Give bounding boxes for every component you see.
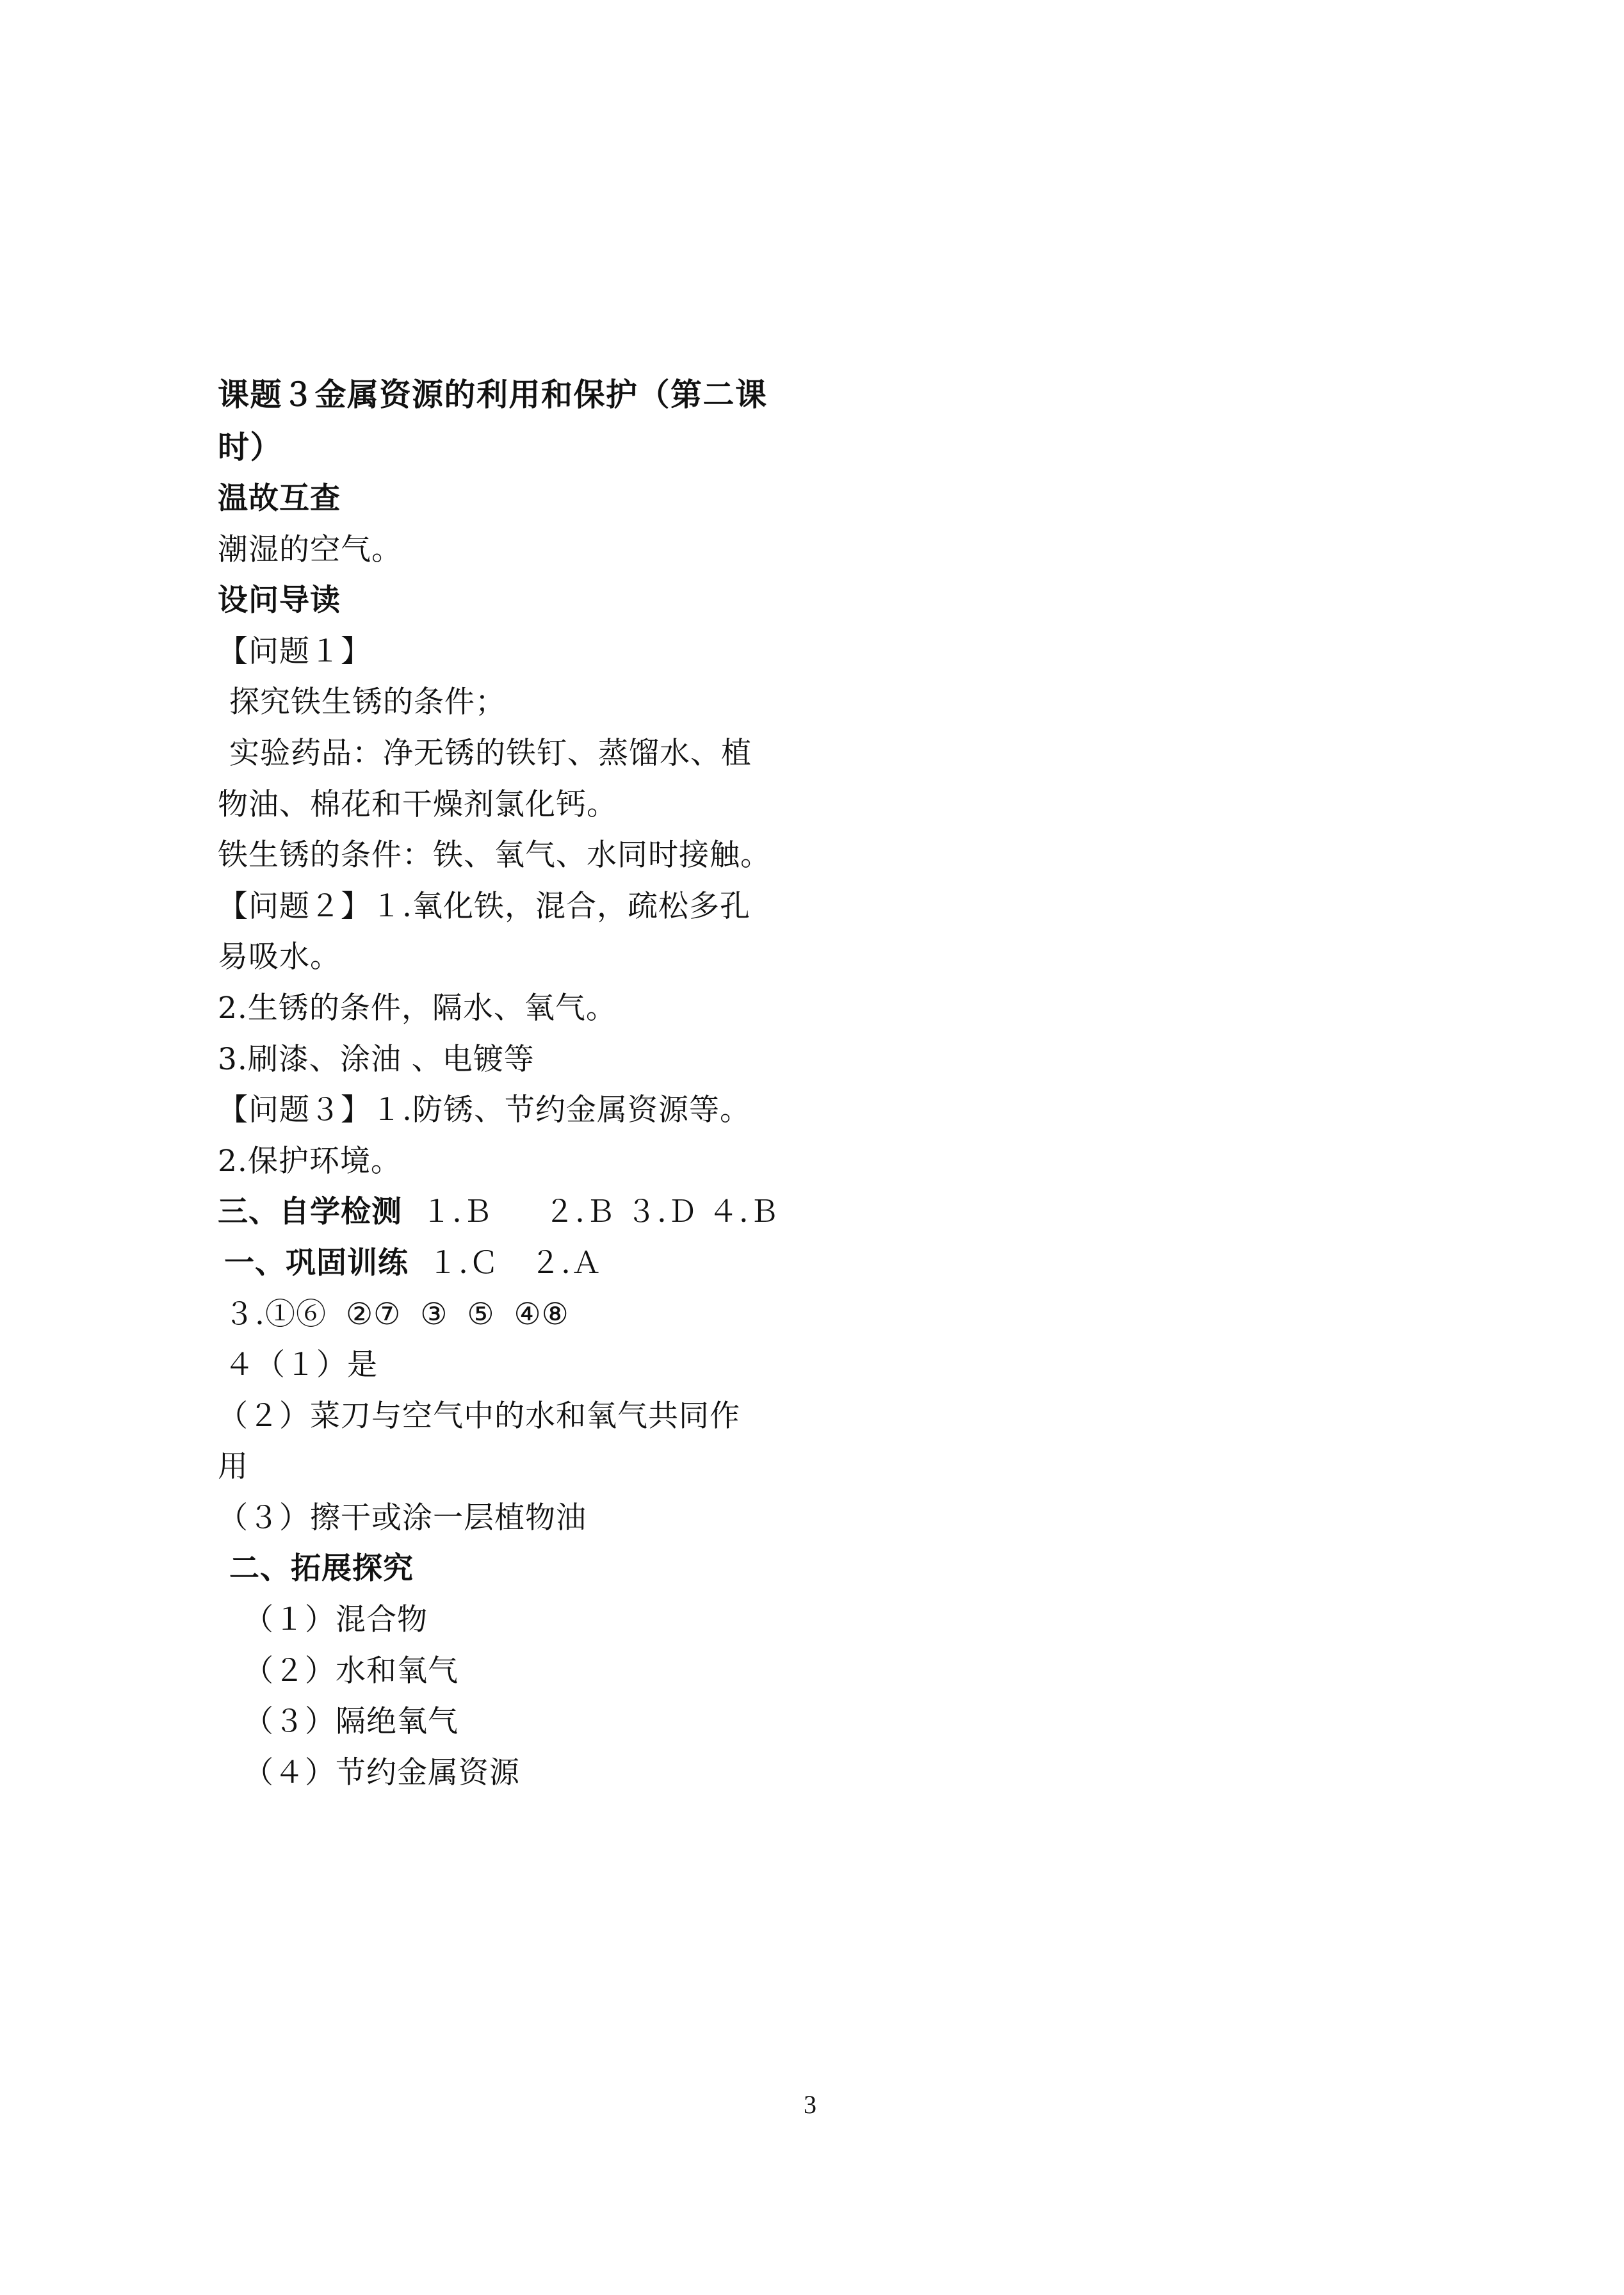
- question-2-line-2: 易吸水。: [218, 939, 341, 975]
- extend-item-3: （３）隔绝氧气: [243, 1704, 459, 1740]
- self-test-heading: 三、自学检测: [218, 1194, 402, 1230]
- question-3-line-1: 【问题３】１.防锈、节约金属资源等。: [218, 1092, 751, 1128]
- lesson-title-line-1: 课题３金属资源的利用和保护（第二课: [218, 376, 768, 413]
- question-1-line-3: 物油、棉花和干燥剂氯化钙。: [218, 786, 617, 822]
- review-answer: 潮湿的空气。: [218, 531, 402, 567]
- question-1-line-2: 实验药品：净无锈的铁钉、蒸馏水、植: [229, 735, 752, 771]
- consolidate-item-4-line-1: ４（１）是: [224, 1347, 378, 1383]
- self-test-answers-rest: ２.Ｂ ３.Ｄ ４.Ｂ: [544, 1194, 780, 1230]
- item-3-group-c: ⑤: [467, 1296, 495, 1332]
- self-test-answer-1: １.Ｂ: [421, 1194, 493, 1230]
- question-2-line-4: 3.刷漆、涂油 、电镀等: [218, 1041, 535, 1077]
- item-3-group-d: ④⑧: [514, 1296, 569, 1332]
- consolidate-answers: １.Ｃ ２.Ａ: [428, 1245, 602, 1281]
- item-3-prefix: ３.①⑥: [224, 1296, 327, 1332]
- consolidate-item-4-line-2: （２）菜刀与空气中的水和氧气共同作: [218, 1398, 740, 1434]
- extend-item-4: （４）节约金属资源: [243, 1755, 520, 1790]
- consolidate-item-4-line-3: 用: [218, 1449, 248, 1485]
- extend-item-2: （２）水和氧气: [243, 1653, 459, 1689]
- section-heading-guided: 设问导读: [218, 583, 341, 619]
- question-2-line-3: 2.生锈的条件，隔水、氧气。: [218, 990, 617, 1026]
- consolidate-item-3: [218, 1289, 794, 1340]
- extend-heading: 二、拓展探究: [229, 1551, 414, 1587]
- document-body: [218, 368, 794, 1798]
- extend-item-1: （１）混合物: [243, 1602, 428, 1638]
- consolidate-heading: 一、巩固训练: [224, 1245, 409, 1281]
- question-1-line-1: 探究铁生锈的条件；: [229, 685, 506, 720]
- question-2-line-1: 【问题２】１.氧化铁，混合，疏松多孔: [218, 888, 751, 924]
- section-heading-review: 温故互查: [218, 481, 341, 516]
- self-test-row: [218, 1187, 794, 1238]
- item-3-group-a: ②⑦: [345, 1296, 402, 1332]
- page-number: 3: [804, 2090, 816, 2119]
- question-1-label: 【问题１】: [218, 633, 371, 669]
- item-3-group-b: ③: [420, 1296, 448, 1332]
- consolidate-item-4-line-4: （３）擦干或涂一层植物油: [218, 1500, 587, 1536]
- lesson-title-line-2: 时）: [218, 428, 283, 466]
- question-1-line-4: 铁生锈的条件：铁、氧气、水同时接触。: [218, 838, 771, 873]
- question-3-line-2: 2.保护环境。: [218, 1143, 402, 1179]
- consolidate-row: [218, 1238, 794, 1289]
